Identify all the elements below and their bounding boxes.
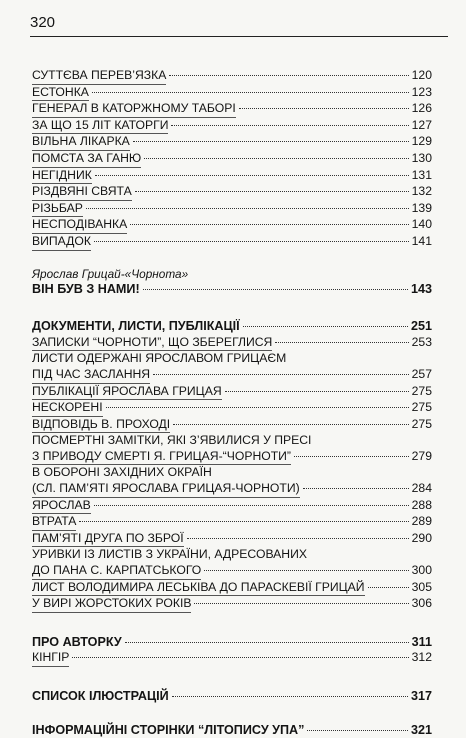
toc-entry-page: 305 — [411, 579, 432, 594]
toc-entry-title: ВТРАТА — [32, 514, 76, 531]
dot-leader — [368, 587, 409, 588]
toc-entry[interactable] — [32, 596, 432, 613]
table-of-contents — [32, 68, 432, 738]
toc-section-title: ІНФОРМАЦІЙНІ СТОРІНКИ “ЛІТОПИСУ УПА” — [32, 722, 305, 737]
toc-entry[interactable] — [32, 201, 432, 218]
toc-entry-page: 129 — [411, 134, 432, 149]
toc-section-docs[interactable] — [32, 319, 432, 335]
dot-leader — [153, 374, 409, 375]
toc-entry-page: 275 — [411, 383, 432, 398]
dot-leader — [125, 642, 409, 643]
toc-entry-page: 253 — [411, 334, 432, 349]
toc-entry[interactable] — [32, 580, 432, 597]
toc-section-title: ПРО АВТОРКУ — [32, 634, 122, 649]
toc-section-page: 251 — [410, 319, 432, 334]
toc-section-vin[interactable] — [32, 282, 432, 298]
toc-entry-title: НЕСКОРЕНІ — [32, 400, 103, 417]
toc-entry-page: 126 — [411, 101, 432, 116]
toc-entry[interactable] — [32, 417, 432, 434]
toc-entry[interactable] — [32, 650, 432, 667]
toc-entry-page: 257 — [411, 366, 432, 381]
toc-section-about-author[interactable] — [32, 635, 432, 651]
toc-entry-title: ЛИСТ ВОЛОДИМИРА ЛЕСЬКІВА ДО ПАРАСКЕВІЇ ГРИЦАЙ — [32, 580, 365, 597]
toc-entry-title: НЕГІДНИК — [32, 168, 92, 185]
dot-leader — [172, 696, 408, 697]
toc-entry-title: ВІЛЬНА ЛІКАРКА — [32, 134, 130, 151]
dot-leader — [94, 241, 409, 242]
toc-entry-title: У ВИРІ ЖОРСТОКИХ РОКІВ — [32, 596, 191, 613]
toc-entry[interactable] — [32, 134, 432, 151]
toc-section-title: ДОКУМЕНТИ, ЛИСТИ, ПУБЛІКАЦІЇ — [32, 319, 240, 334]
toc-entry-page: 288 — [411, 497, 432, 512]
toc-entry[interactable] — [32, 531, 432, 548]
toc-entry-page: 120 — [411, 68, 432, 82]
dot-leader — [225, 391, 409, 392]
toc-section-title: ВІН БУВ З НАМИ! — [32, 281, 140, 296]
dot-leader — [303, 488, 409, 489]
dot-leader — [130, 224, 408, 225]
author-name: Ярослав Грицай-«Чорнота» — [32, 266, 189, 281]
toc-section-page: 143 — [410, 281, 432, 296]
dot-leader — [79, 521, 408, 522]
toc-entry-page: 275 — [411, 416, 432, 431]
toc-entry-page: 140 — [411, 217, 432, 232]
toc-entry[interactable] — [32, 367, 432, 384]
toc-entry-line: ПОСМЕРТНІ ЗАМІТКИ, ЯКІ З’ЯВИЛИСЯ У ПРЕСІ — [32, 433, 312, 448]
toc-entry-title: ВИПАДОК — [32, 234, 91, 251]
toc-entry-title: ЗАПИСКИ “ЧОРНОТИ”, ЩО ЗБЕРЕГЛИСЯ — [32, 335, 272, 352]
toc-entry-title: КІНГІР — [32, 650, 69, 667]
toc-entry-page: 275 — [411, 400, 432, 415]
dot-leader — [144, 158, 408, 159]
toc-section-title: СПИСОК ІЛЮСТРАЦІЙ — [32, 689, 169, 703]
toc-section-page: 321 — [410, 722, 432, 737]
header-rule — [30, 36, 448, 37]
toc-entry-title: РІЗЬБАР — [32, 201, 83, 218]
toc-entry-page: 312 — [411, 650, 432, 665]
toc-entry-title: (СЛ. ПАМ’ЯТІ ЯРОСЛАВА ГРИЦАЯ-ЧОРНОТИ) — [32, 481, 300, 498]
toc-entry-title: СУТТЄВА ПЕРЕВ’ЯЗКА — [32, 68, 166, 85]
toc-entry-page: 306 — [411, 596, 432, 611]
toc-entry-title: З ПРИВОДУ СМЕРТІ Я. ГРИЦАЯ-“ЧОРНОТИ” — [32, 449, 291, 466]
toc-entry[interactable] — [32, 498, 432, 515]
dot-leader — [133, 141, 409, 142]
toc-section-illustrations[interactable] — [32, 689, 432, 705]
toc-entry[interactable] — [32, 85, 432, 102]
dot-leader — [143, 289, 408, 290]
toc-section-page: 317 — [410, 689, 432, 703]
toc-entry-page: 132 — [411, 184, 432, 199]
dot-leader — [94, 505, 409, 506]
toc-entry-title: ГЕНЕРАЛ В КАТОРЖНОМУ ТАБОРІ — [32, 101, 236, 118]
dot-leader — [204, 570, 408, 571]
toc-entry-title: ЯРОСЛАВ — [32, 498, 91, 515]
toc-entry-page: 284 — [411, 481, 432, 496]
dot-leader — [86, 208, 409, 209]
toc-entry-title: ВІДПОВІДЬ В. ПРОХОДІ — [32, 417, 170, 434]
page-number: 320 — [30, 14, 56, 31]
toc-entry-page: 130 — [411, 150, 432, 165]
dot-leader — [173, 424, 408, 425]
toc-entry-title: НЕСПОДІВАНКА — [32, 217, 127, 234]
toc-entry-line: В ОБОРОНІ ЗАХІДНИХ ОКРАЇН — [32, 465, 212, 480]
toc-entry-title: ПІД ЧАС ЗАСЛАННЯ — [32, 367, 150, 384]
toc-entry-title: ПУБЛІКАЦІЇ ЯРОСЛАВА ГРИЦАЯ — [32, 384, 222, 401]
toc-entry[interactable] — [32, 384, 432, 401]
toc-section-page: 311 — [411, 634, 432, 649]
dot-leader — [135, 191, 409, 192]
toc-entry-page: 300 — [411, 563, 432, 578]
toc-entry[interactable] — [32, 151, 432, 168]
dot-leader — [171, 125, 408, 126]
toc-entry[interactable] — [32, 481, 432, 498]
toc-entry-title: ДО ПАНА С. КАРПАТСЬКОГО — [32, 563, 201, 580]
toc-entry[interactable] — [32, 217, 432, 234]
toc-entry-page: 279 — [411, 448, 432, 463]
toc-entry-title: ПАМ’ЯТІ ДРУГА ПО ЗБРОЇ — [32, 531, 184, 548]
toc-entry-page: 131 — [411, 167, 432, 182]
toc-entry[interactable] — [32, 168, 432, 185]
toc-entry-page: 290 — [411, 530, 432, 545]
toc-entry-title: РІЗДВЯНІ СВЯТА — [32, 184, 132, 201]
dot-leader — [243, 326, 408, 327]
toc-section-info-pages[interactable] — [32, 723, 432, 738]
dot-leader — [194, 603, 408, 604]
toc-entry[interactable] — [32, 335, 432, 352]
dot-leader — [239, 108, 409, 109]
dot-leader — [95, 175, 409, 176]
toc-entry-line: УРИВКИ ІЗ ЛИСТІВ З УКРАЇНИ, АДРЕСОВАНИХ — [32, 547, 307, 562]
toc-entry-page: 127 — [411, 117, 432, 132]
toc-entry[interactable] — [32, 563, 432, 580]
toc-entry[interactable] — [32, 400, 432, 417]
toc-entry-title: ПОМСТА ЗА ГАНЮ — [32, 151, 141, 168]
toc-entry[interactable] — [32, 68, 432, 85]
toc-entry[interactable] — [32, 234, 432, 251]
toc-entry[interactable] — [32, 101, 432, 118]
dot-leader — [187, 538, 409, 539]
toc-entry[interactable] — [32, 514, 432, 531]
toc-entry-page: 289 — [411, 514, 432, 529]
dot-leader — [307, 730, 408, 731]
toc-entry[interactable] — [32, 118, 432, 135]
toc-entry-page: 141 — [411, 233, 432, 248]
dot-leader — [92, 92, 409, 93]
toc-entry-page: 123 — [411, 84, 432, 99]
toc-entry[interactable] — [32, 184, 432, 201]
dot-leader — [169, 75, 408, 76]
dot-leader — [275, 342, 408, 343]
toc-entry-line: ЛИСТИ ОДЕРЖАНІ ЯРОСЛАВОМ ГРИЦАЄМ — [32, 351, 287, 366]
dot-leader — [72, 657, 408, 658]
toc-entry-page: 139 — [411, 200, 432, 215]
toc-entry-title: ЗА ЩО 15 ЛІТ КАТОРГИ — [32, 118, 168, 135]
dot-leader — [106, 407, 409, 408]
toc-entry-title: ЕСТОНКА — [32, 85, 89, 102]
dot-leader — [294, 456, 409, 457]
toc-entry[interactable] — [32, 449, 432, 466]
